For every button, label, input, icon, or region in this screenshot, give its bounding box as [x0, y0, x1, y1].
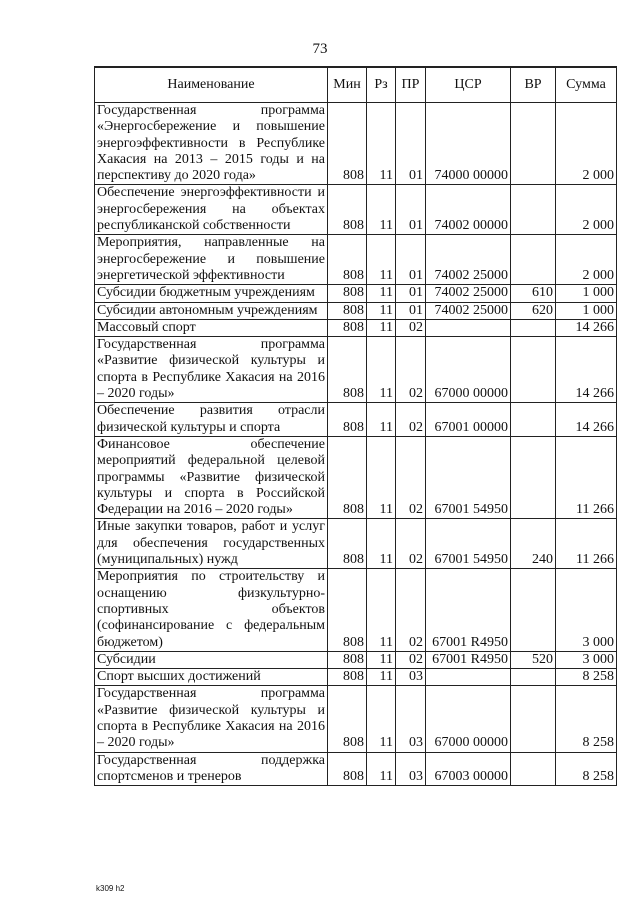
cell-min: 808: [328, 669, 367, 686]
cell-csr: 67003 00000: [426, 752, 511, 786]
cell-sum: 8 258: [556, 686, 617, 752]
cell-sum: 2 000: [556, 235, 617, 285]
cell-csr: 67001 54950: [426, 519, 511, 569]
cell-sum: 14 266: [556, 337, 617, 403]
cell-rz: 11: [367, 752, 396, 786]
cell-rz: 11: [367, 403, 396, 437]
table-header-row: [95, 67, 617, 103]
cell-pr: 01: [396, 302, 426, 319]
cell-sum: 1 000: [556, 285, 617, 302]
cell-min: 808: [328, 569, 367, 651]
cell-pr: 02: [396, 319, 426, 336]
cell-name: Спорт высших достижений: [95, 669, 328, 686]
cell-pr: 03: [396, 686, 426, 752]
cell-rz: 11: [367, 519, 396, 569]
cell-min: 808: [328, 519, 367, 569]
cell-name: Обеспечение энергоэффективности и энергосбережения на объектах республиканской собственности: [95, 185, 328, 235]
cell-pr: 03: [396, 752, 426, 786]
cell-pr: 02: [396, 519, 426, 569]
cell-vr: 610: [511, 285, 556, 302]
cell-sum: 3 000: [556, 569, 617, 651]
cell-rz: 11: [367, 669, 396, 686]
cell-min: 808: [328, 302, 367, 319]
cell-vr: 620: [511, 302, 556, 319]
table-row: [95, 569, 617, 651]
cell-sum: 3 000: [556, 651, 617, 668]
cell-csr: [426, 669, 511, 686]
cell-min: 808: [328, 686, 367, 752]
cell-min: 808: [328, 337, 367, 403]
cell-rz: 11: [367, 569, 396, 651]
cell-sum: 14 266: [556, 403, 617, 437]
table-row: [95, 337, 617, 403]
cell-rz: 11: [367, 185, 396, 235]
cell-name: Государственная программа «Энергосбережение и повышение энергоэффективности в Республике Хакасия на 2013 – 2015 годы и на перспективу до 2020 года»: [95, 103, 328, 185]
table-row: [95, 235, 617, 285]
cell-sum: 2 000: [556, 103, 617, 185]
table-row: [95, 669, 617, 686]
cell-sum: 2 000: [556, 185, 617, 235]
cell-min: 808: [328, 752, 367, 786]
table-row: [95, 403, 617, 437]
table-row: [95, 319, 617, 336]
header-rz: Рз: [367, 67, 396, 103]
table-row: [95, 752, 617, 786]
cell-vr: 240: [511, 519, 556, 569]
cell-csr: 74002 25000: [426, 285, 511, 302]
cell-csr: 67001 00000: [426, 403, 511, 437]
cell-name: Мероприятия по строительству и оснащению физкультурно-спортивных объектов (софинансирование с федеральным бюджетом): [95, 569, 328, 651]
cell-min: 808: [328, 185, 367, 235]
cell-vr: [511, 319, 556, 336]
cell-vr: 520: [511, 651, 556, 668]
cell-csr: 67000 00000: [426, 686, 511, 752]
cell-min: 808: [328, 235, 367, 285]
cell-rz: 11: [367, 337, 396, 403]
cell-vr: [511, 235, 556, 285]
cell-min: 808: [328, 285, 367, 302]
cell-name: Иные закупки товаров, работ и услуг для обеспечения государственных (муниципальных) нужд: [95, 519, 328, 569]
cell-sum: 11 266: [556, 436, 617, 518]
cell-csr: 67001 R4950: [426, 651, 511, 668]
cell-sum: 14 266: [556, 319, 617, 336]
cell-pr: 01: [396, 185, 426, 235]
cell-rz: 11: [367, 319, 396, 336]
cell-name: Государственная программа «Развитие физической культуры и спорта в Республике Хакасия на 2016 – 2020 годы»: [95, 337, 328, 403]
cell-vr: [511, 185, 556, 235]
cell-name: Массовый спорт: [95, 319, 328, 336]
cell-rz: 11: [367, 285, 396, 302]
footer-code: k309 h2: [96, 884, 125, 893]
cell-name: Государственная поддержка спортсменов и тренеров: [95, 752, 328, 786]
cell-vr: [511, 403, 556, 437]
cell-rz: 11: [367, 651, 396, 668]
cell-name: Обеспечение развития отрасли физической культуры и спорта: [95, 403, 328, 437]
cell-csr: 67000 00000: [426, 337, 511, 403]
cell-vr: [511, 669, 556, 686]
cell-pr: 01: [396, 103, 426, 185]
cell-pr: 01: [396, 285, 426, 302]
cell-rz: 11: [367, 302, 396, 319]
cell-csr: 74002 25000: [426, 235, 511, 285]
cell-name: Мероприятия, направленные на энергосбережение и повышение энергетической эффективности: [95, 235, 328, 285]
header-pr: ПР: [396, 67, 426, 103]
budget-table: [94, 66, 617, 786]
cell-csr: 74002 00000: [426, 185, 511, 235]
cell-csr: 74000 00000: [426, 103, 511, 185]
table-row: [95, 686, 617, 752]
header-min: Мин: [328, 67, 367, 103]
cell-pr: 02: [396, 651, 426, 668]
header-csr: ЦСР: [426, 67, 511, 103]
cell-sum: 11 266: [556, 519, 617, 569]
cell-vr: [511, 569, 556, 651]
cell-rz: 11: [367, 436, 396, 518]
cell-pr: 03: [396, 669, 426, 686]
cell-vr: [511, 436, 556, 518]
cell-name: Субсидии автономным учреждениям: [95, 302, 328, 319]
cell-vr: [511, 337, 556, 403]
cell-name: Государственная программа «Развитие физической культуры и спорта в Республике Хакасия на 2016 – 2020 годы»: [95, 686, 328, 752]
cell-rz: 11: [367, 103, 396, 185]
cell-vr: [511, 752, 556, 786]
cell-pr: 02: [396, 403, 426, 437]
cell-sum: 8 258: [556, 752, 617, 786]
table-row: [95, 436, 617, 518]
cell-min: 808: [328, 436, 367, 518]
header-sum: Сумма: [556, 67, 617, 103]
cell-name: Финансовое обеспечение мероприятий федеральной целевой программы «Развитие физической культуры и спорта в Российской Федерации на 2016 – 2020 годы»: [95, 436, 328, 518]
table-row: [95, 185, 617, 235]
header-vr: ВР: [511, 67, 556, 103]
cell-name: Субсидии: [95, 651, 328, 668]
cell-rz: 11: [367, 235, 396, 285]
cell-min: 808: [328, 403, 367, 437]
cell-csr: 67001 54950: [426, 436, 511, 518]
table-row: [95, 285, 617, 302]
cell-csr: 67001 R4950: [426, 569, 511, 651]
cell-csr: [426, 319, 511, 336]
table-row: [95, 651, 617, 668]
cell-pr: 02: [396, 569, 426, 651]
header-name: Наименование: [95, 67, 328, 103]
table-row: [95, 302, 617, 319]
cell-min: 808: [328, 103, 367, 185]
table-body: [95, 103, 617, 786]
table-row: [95, 519, 617, 569]
cell-pr: 02: [396, 337, 426, 403]
cell-vr: [511, 103, 556, 185]
cell-sum: 1 000: [556, 302, 617, 319]
cell-pr: 01: [396, 235, 426, 285]
cell-pr: 02: [396, 436, 426, 518]
table-row: [95, 103, 617, 185]
cell-name: Субсидии бюджетным учреждениям: [95, 285, 328, 302]
cell-min: 808: [328, 319, 367, 336]
cell-sum: 8 258: [556, 669, 617, 686]
cell-csr: 74002 25000: [426, 302, 511, 319]
cell-min: 808: [328, 651, 367, 668]
cell-rz: 11: [367, 686, 396, 752]
cell-vr: [511, 686, 556, 752]
page-number: 73: [312, 41, 328, 57]
